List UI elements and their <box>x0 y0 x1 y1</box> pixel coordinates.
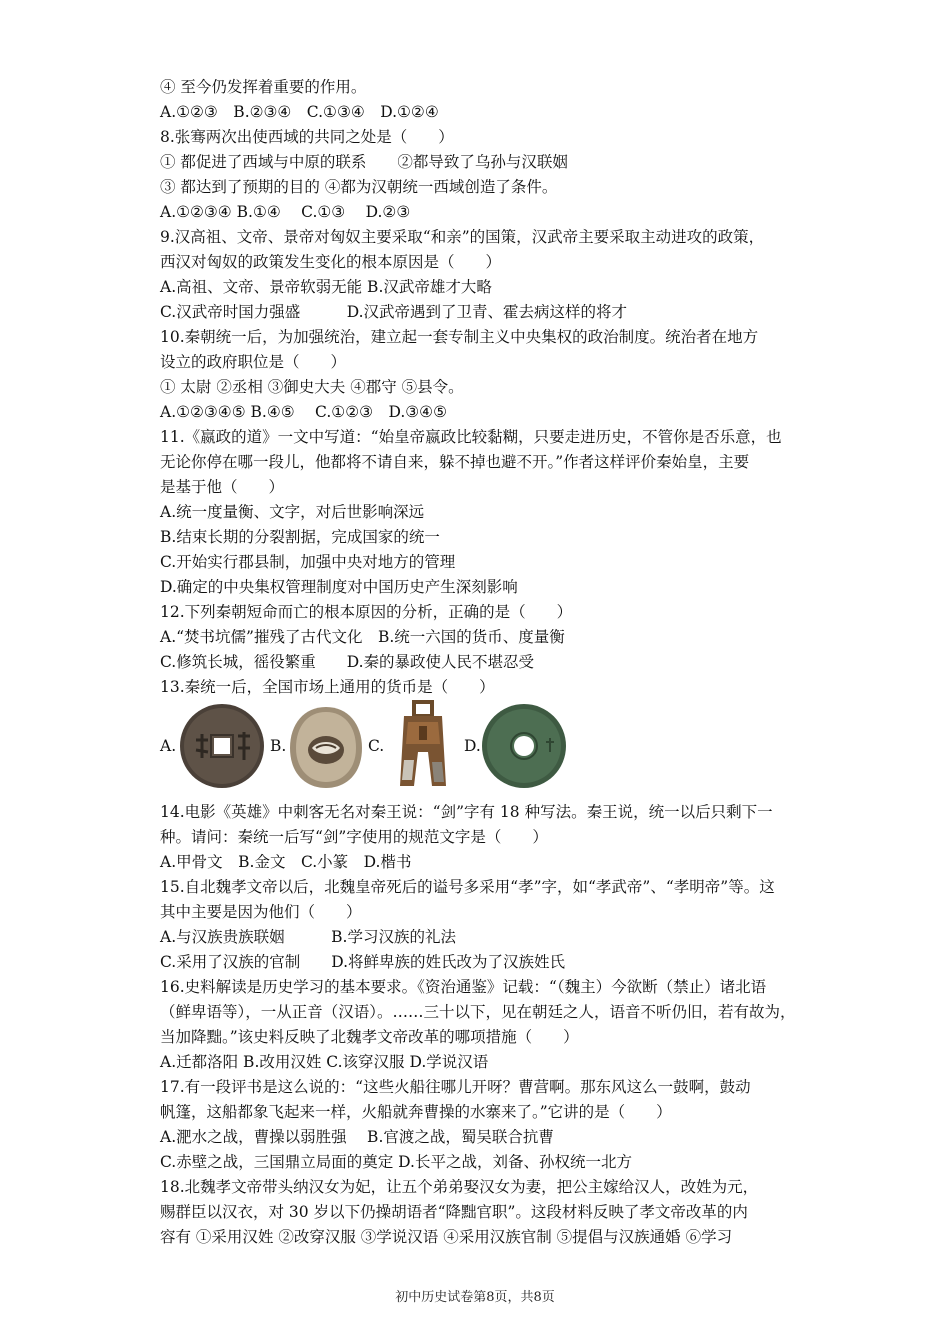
text-line: B.结束长期的分裂割据，完成国家的统一 <box>160 528 440 546</box>
text-line: 赐群臣以汉衣，对 30 岁以下仍操胡语者“降黜官职”。这段材料反映了孝文帝改革的内 <box>160 1203 748 1221</box>
text-line: C.采用了汉族的官制 D.将鲜卑族的姓氏改为了汉族姓氏 <box>160 953 566 971</box>
coin-label-b: B. <box>270 737 287 755</box>
banliang-coin-image <box>178 702 266 790</box>
question-12: 12.下列秦朝短命而亡的根本原因的分析，正确的是（ ） <box>160 603 573 621</box>
text-line: C.赤壁之战，三国鼎立局面的奠定 D.长平之战，刘备、孙权统一北方 <box>160 1153 632 1171</box>
question-15: 15.自北魏孝文帝以后，北魏皇帝死后的谥号多采用“孝”字，如“孝武帝”、“孝明帝”等。这 <box>160 878 775 896</box>
text-line: A.统一度量衡、文字，对后世影响深远 <box>160 503 425 521</box>
question-10: 10.秦朝统一后，为加强统治，建立起一套专制主义中央集权的政治制度。统治者在地方 <box>160 328 759 346</box>
question-14: 14.电影《英雄》中刺客无名对秦王说：“剑”字有 18 种写法。秦王说，统一以后只剩下一 <box>160 803 773 821</box>
coin-label-a: A. <box>160 737 177 755</box>
text-line: A.①②③④⑤ B.④⑤ C.①②③ D.③④⑤ <box>160 403 447 421</box>
text-line: 帆篷，这船都象飞起来一样，火船就奔曹操的水寨来了。”它讲的是（ ） <box>160 1103 672 1121</box>
text-line: A.淝水之战，曹操以弱胜强 B.官渡之战，蜀吴联合抗曹 <box>160 1128 554 1146</box>
coin-options <box>160 700 580 792</box>
text-line: ① 太尉 ②丞相 ③御史大夫 ④郡守 ⑤县令。 <box>160 378 464 396</box>
text-line: 种。请问：秦统一后写“剑”字使用的规范文字是（ ） <box>160 828 548 846</box>
text-line: A.与汉族贵族联姻 B.学习汉族的礼法 <box>160 928 456 946</box>
question-9: 9.汉高祖、文帝、景帝对匈奴主要采取“和亲”的国策，汉武帝主要采取主动进攻的政策， <box>160 228 765 246</box>
question-18: 18.北魏孝文帝带头纳汉女为妃，让五个弟弟娶汉女为妻，把公主嫁给汉人，改姓为元， <box>160 1178 759 1196</box>
text-line: C.修筑长城，徭役繁重 D.秦的暴政使人民不堪忍受 <box>160 653 535 671</box>
text-line: 当加降黜。”该史料反映了北魏孝文帝改革的哪项措施（ ） <box>160 1028 579 1046</box>
text-line: 设立的政府职位是（ ） <box>160 353 347 371</box>
question-16: 16.史料解读是历史学习的基本要求。《资治通鉴》记载：“（魏主）今欲断（禁止）诸北语 <box>160 978 767 996</box>
question-11: 11.《嬴政的道》一文中写道：“始皇帝嬴政比较黏糊，只要走进历史，不管你是否乐意，也 <box>160 428 782 446</box>
spade-coin-image <box>386 700 460 792</box>
coin-label-c: C. <box>368 737 385 755</box>
text-line: C.开始实行郡县制，加强中央对地方的管理 <box>160 553 456 571</box>
coin-label-d: D. <box>464 737 481 755</box>
shell-coin-image <box>286 704 366 790</box>
text-line: ④ 至今仍发挥着重要的作用。 <box>160 78 367 96</box>
text-line: A.甲骨文 B.金文 C.小篆 D.楷书 <box>160 853 412 871</box>
text-line: D.确定的中央集权管理制度对中国历史产生深刻影响 <box>160 578 518 596</box>
text-line: 无论你停在哪一段儿，他都将不请自来，躲不掉也避不开。”作者这样评价秦始皇，主要 <box>160 453 750 471</box>
text-line: ① 都促进了西域与中原的联系 ②都导致了乌孙与汉联姻 <box>160 153 568 171</box>
question-17: 17.有一段评书是这么说的：“这些火船往哪儿开呀？曹营啊。那东风这么一鼓啊，鼓动 <box>160 1078 751 1096</box>
text-line: A.迁都洛阳 B.改用汉姓 C.该穿汉服 D.学说汉语 <box>160 1053 489 1071</box>
text-line: A.高祖、文帝、景帝软弱无能 B.汉武帝雄才大略 <box>160 278 492 296</box>
text-line: A.①②③ B.②③④ C.①③④ D.①②④ <box>160 103 439 121</box>
question-13: 13.秦统一后，全国市场上通用的货币是（ ） <box>160 678 495 696</box>
text-line: C.汉武帝时国力强盛 D.汉武帝遇到了卫青、霍去病这样的将才 <box>160 303 628 321</box>
text-line: ③ 都达到了预期的目的 ④都为汉朝统一西域创造了条件。 <box>160 178 558 196</box>
text-line: A.①②③④ B.①④ C.①③ D.②③ <box>160 203 411 221</box>
text-line: 其中主要是因为他们（ ） <box>160 903 362 921</box>
text-line: A.“焚书坑儒”摧残了古代文化 B.统一六国的货币、度量衡 <box>160 628 565 646</box>
question-8: 8.张骞两次出使西域的共同之处是（ ） <box>160 128 454 146</box>
text-line: 是基于他（ ） <box>160 478 285 496</box>
page-footer: 初中历史试卷第8页，共8页 <box>395 1290 555 1305</box>
text-line: 西汉对匈奴的政策发生变化的根本原因是（ ） <box>160 253 502 271</box>
text-line: （鲜卑语等），一从正音（汉语）。……三十以下，见在朝廷之人，语音不听仍旧，若有故为， <box>160 1003 796 1021</box>
round-coin-image <box>480 702 568 790</box>
text-line: 容有 ①采用汉姓 ②改穿汉服 ③学说汉语 ④采用汉族官制 ⑤提倡与汉族通婚 ⑥学习 <box>160 1228 733 1246</box>
